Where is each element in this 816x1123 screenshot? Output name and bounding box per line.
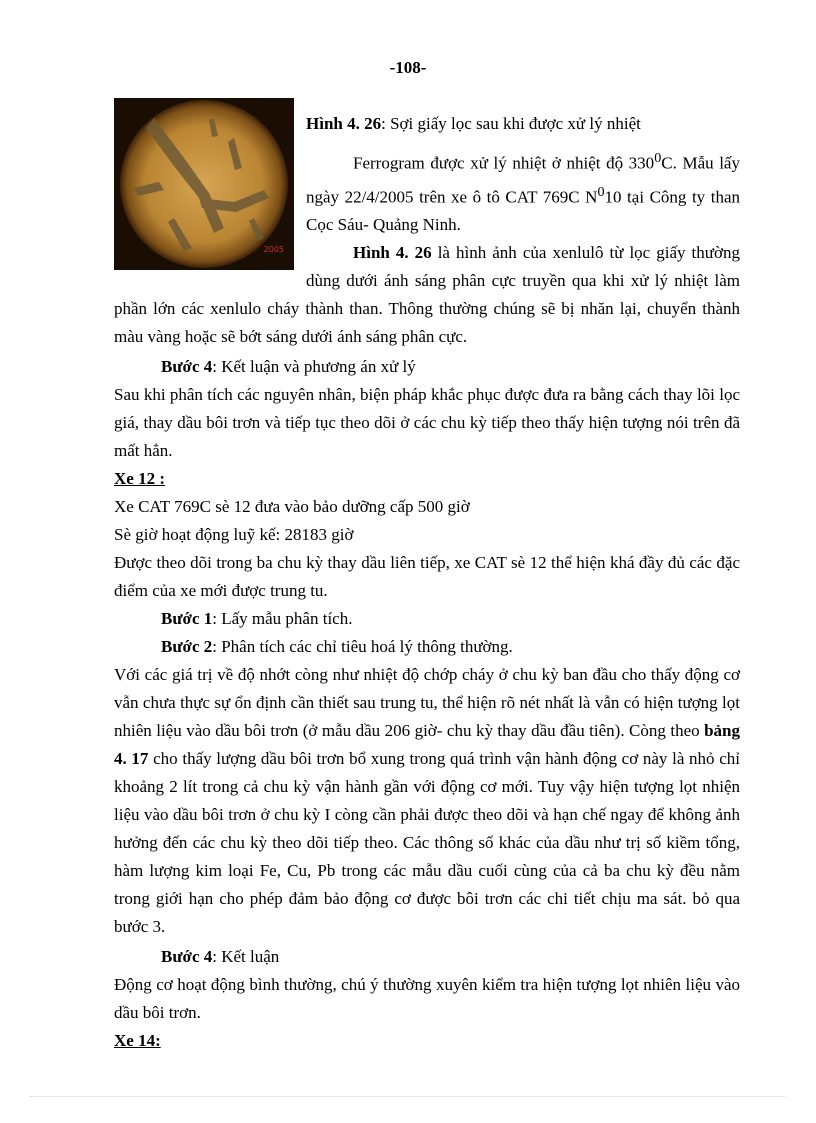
micrograph-image bbox=[114, 98, 294, 270]
bold-label: Hình 4. 26 bbox=[353, 243, 432, 263]
step-label: Bước 4 bbox=[161, 947, 213, 967]
step-4-heading bbox=[114, 353, 740, 381]
text-span: C. Mẫu lấy ngày 22/4/2005 trên xe ô tô CAT 769C N bbox=[306, 153, 740, 207]
text-span: : Lấy mẫu phân tích. bbox=[212, 609, 353, 629]
text-span: Với các giá trị về độ nhớt còng như nhiệt độ chớp cháy ở chu kỳ ban đầu cho thấy động cơ vẫn chưa thực sự ổn định cần thiết sau trung tu, thể hiện rõ nét nhất là vẫn có hiện tượng lọt nhiên liệu vào dầu bôi trơn (ở mẫu dầu 206 giờ- chu kỳ thay dầu đầu tiên). Còng theo bbox=[114, 665, 740, 741]
section-heading-xe-12: Xe 12 : bbox=[114, 469, 165, 489]
step-4b-heading bbox=[114, 943, 740, 971]
paragraph-conclusion: Sau khi phân tích các nguyên nhân, biện pháp khắc phục được đưa ra bằng cách thay lõi lọc giá, thay dầu bôi trơn và tiếp tục theo dõi ở các chu kỳ tiếp theo thấy hiện tượng nói trên đã mất hẳn. bbox=[114, 385, 740, 461]
section-heading-xe-14: Xe 14: bbox=[114, 1031, 161, 1051]
step-label: Bước 2 bbox=[161, 637, 213, 657]
step-1-heading bbox=[114, 605, 740, 633]
superscript: 0 bbox=[654, 150, 662, 166]
figure-caption-label: Hình 4. 26 bbox=[306, 114, 382, 133]
text-span: 10 tại Công ty than Cọc Sáu- Quảng Ninh. bbox=[306, 187, 740, 235]
step-2-heading bbox=[114, 633, 740, 661]
paragraph-final: Động cơ hoạt động bình thường, chú ý thường xuyên kiểm tra hiện tượng lọt nhiên liệu vào dầu bôi trơn. bbox=[114, 975, 740, 1023]
text-span: Ferrogram được xử lý nhiệt ở nhiệt độ 330 bbox=[353, 153, 655, 173]
text-span: là hình ảnh của xenlulô từ lọc giấy thường dùng dưới ánh sáng phân cực truyền qua khi xử lý nhiệt làm phần lớn các xenlulo cháy thành than. Thông thường chúng sẽ bị nhăn lại, chuyển thành màu vàng hoặc sẽ bớt sáng dưới ánh sáng phân cực. bbox=[114, 243, 740, 347]
xe12-line-2: Sè giờ hoạt động luỹ kế: 28183 giờ bbox=[114, 525, 354, 545]
document-body bbox=[114, 96, 740, 1055]
xe12-line-1: Xe CAT 769C sè 12 đưa vào bảo dưỡng cấp 500 giờ bbox=[114, 497, 470, 517]
page-bottom-divider bbox=[30, 1096, 786, 1097]
page-number: -108- bbox=[389, 58, 427, 77]
text-span: : Kết luận bbox=[212, 947, 280, 967]
step-label: Bước 4 bbox=[161, 357, 213, 377]
bold-reference: bảng 4. 17 bbox=[114, 721, 740, 769]
text-span: : Phân tích các chỉ tiêu hoá lý thông thường. bbox=[212, 637, 513, 657]
paragraph-analysis bbox=[114, 661, 740, 941]
superscript: 0 bbox=[597, 183, 605, 200]
paragraph-monitoring: Được theo dõi trong ba chu kỳ thay dầu liên tiếp, xe CAT sè 12 thể hiện khá đầy đủ các đặc điểm của xe mới được trung tu. bbox=[114, 553, 740, 601]
figure-caption-text: : Sợi giấy lọc sau khi được xử lý nhiệt bbox=[381, 114, 641, 133]
step-label: Bước 1 bbox=[161, 609, 213, 629]
text-span: : Kết luận và phương án xử lý bbox=[212, 357, 416, 377]
text-span: cho thấy lượng dầu bôi trơn bổ xung trong quá trình vận hành động cơ này là nhỏ chỉ khoảng 2 lít trong cả chu kỳ vận hành gần với động cơ mới. Tuy vậy hiện tượng lọt nhiện liệu vào dầu bôi trơn ở chu kỳ I còng cần phải được theo dõi và hạn chế ngay để không ảnh hưởng đến các chu kỳ theo dõi tiếp theo. Các thông số khác của dầu như trị số kiềm tổng, hàm lượng kim loại Fe, Cu, Pb trong các mẫu dầu cuối cùng của cả ba chu kỳ đều nằm trong giới hạn cho phép đảm bảo động cơ được bôi trơn các chi tiết chịu ma sát. bỏ qua bước 3. bbox=[114, 749, 740, 937]
image-date-stamp: 2005 bbox=[263, 245, 284, 254]
